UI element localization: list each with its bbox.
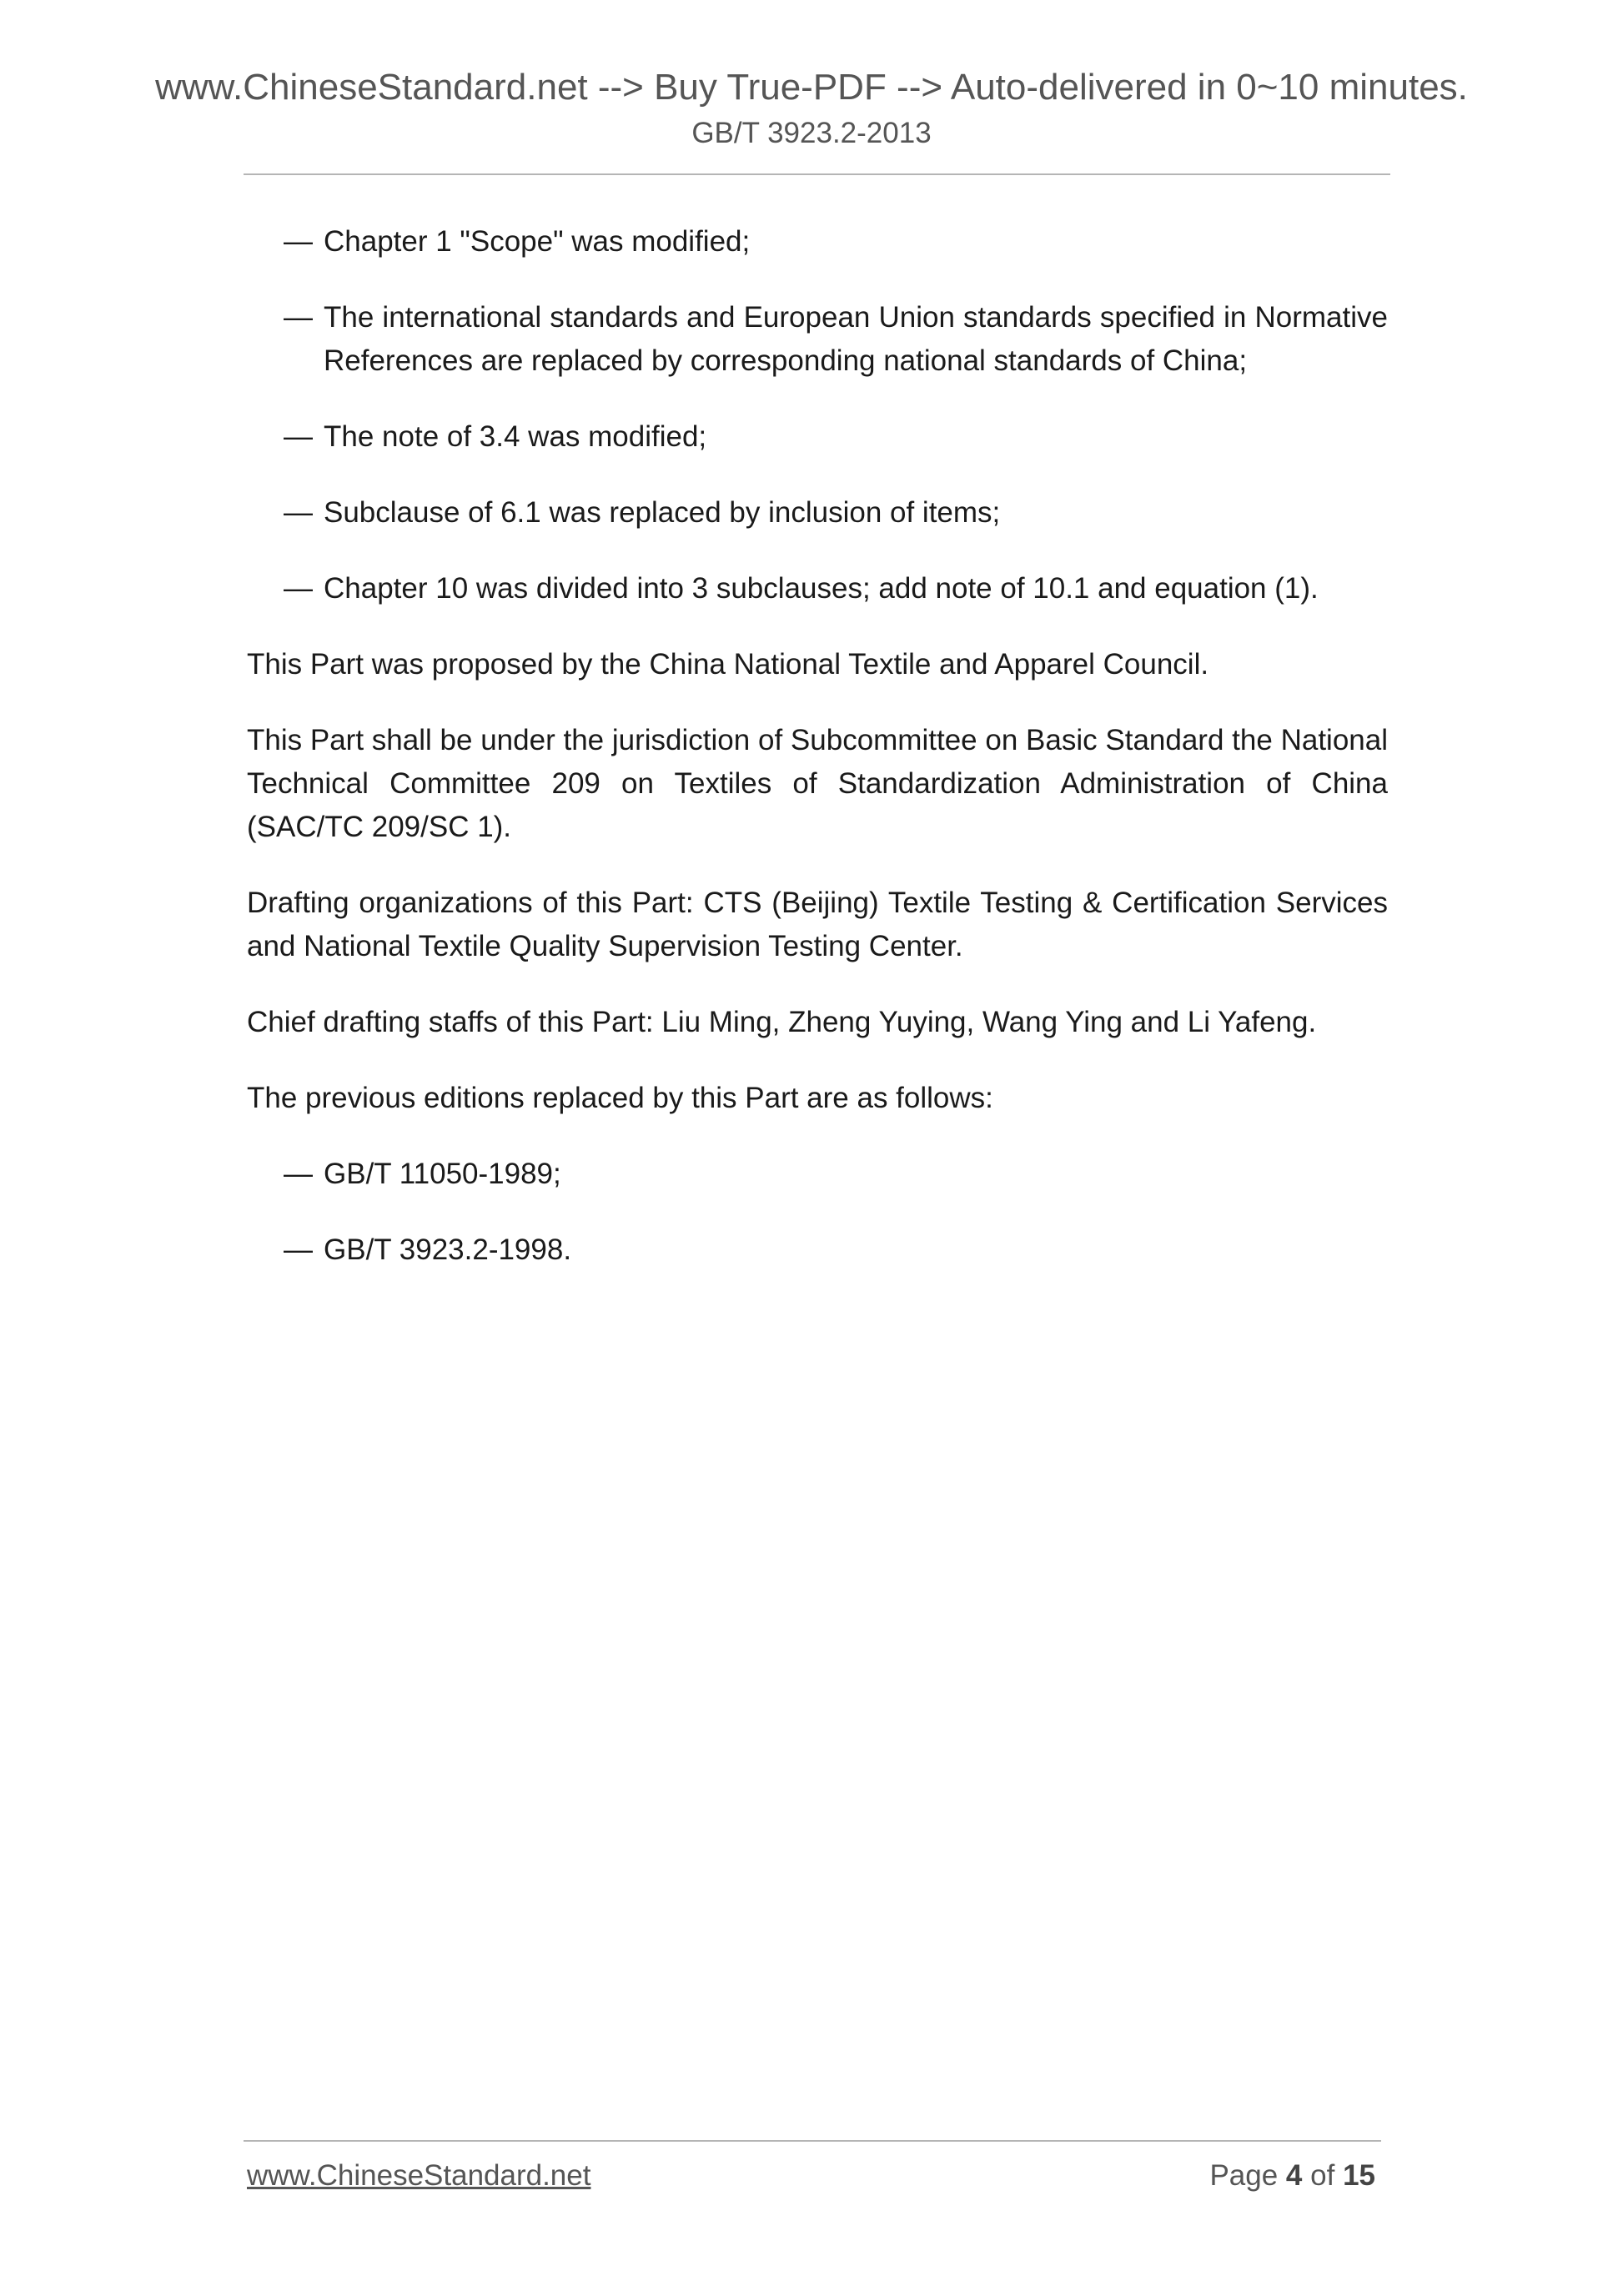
change-item-text: Subclause of 6.1 was replaced by inclusion of items; [324,496,1001,529]
previous-edition-text: GB/T 11050-1989; [324,1158,561,1190]
total-page-count: 15 [1343,2159,1375,2192]
previous-edition-item [247,1153,1388,1196]
proposed-by-paragraph: This Part was proposed by the China National Textile and Apparel Council. [247,648,1209,681]
change-item [247,415,1388,459]
page-number [1209,2158,1375,2194]
chief-drafting-staffs-paragraph: Chief drafting staffs of this Part: Liu Ming, Zheng Yuying, Wang Ying and Li Yafeng. [247,1006,1317,1038]
jurisdiction-paragraph: This Part shall be under the jurisdiction of Subcommittee on Basic Standard the National Technical Committee 209 on Textiles of Standardization Administration of China (SAC/TC 209/SC 1). [247,724,1388,843]
document-code: GB/T 3923.2-2013 [691,117,932,149]
change-item [247,567,1388,610]
footer-website-link[interactable]: www.ChineseStandard.net [247,2159,591,2192]
dash-marker: — [284,1158,313,1190]
change-item [247,220,1388,264]
footer-divider [244,2140,1381,2142]
page-banner: www.ChineseStandard.net --> Buy True-PDF --> Auto-delivered in 0~10 minutes. [155,67,1468,108]
drafting-organizations-paragraph: Drafting organizations of this Part: CTS (Beijing) Textile Testing & Certification Services and National Textile Quality Supervision Testing Center. [247,887,1388,962]
page-of-label: of [1310,2159,1335,2192]
previous-editions-intro: The previous editions replaced by this Part are as follows: [247,1082,993,1114]
dash-marker: — [284,420,313,453]
dash-marker: — [284,225,313,258]
change-item-text: Chapter 10 was divided into 3 subclauses; add note of 10.1 and equation (1). [324,572,1319,605]
change-item-text: Chapter 1 "Scope" was modified; [324,225,751,258]
change-item [247,491,1388,535]
previous-edition-text: GB/T 3923.2-1998. [324,1233,572,1266]
change-item [247,296,1388,383]
previous-edition-item [247,1228,1388,1272]
change-item-text: The note of 3.4 was modified; [324,420,707,453]
dash-marker: — [284,496,313,529]
page-label: Page [1209,2159,1279,2192]
dash-marker: — [284,301,313,334]
change-item-text: The international standards and European Union standards specified in Normative References are replaced by corresponding national standards of China; [324,301,1388,377]
document-body [247,220,1388,1304]
dash-marker: — [284,572,313,605]
current-page-number: 4 [1285,2159,1303,2192]
dash-marker: — [284,1233,313,1266]
header-divider [244,173,1390,175]
